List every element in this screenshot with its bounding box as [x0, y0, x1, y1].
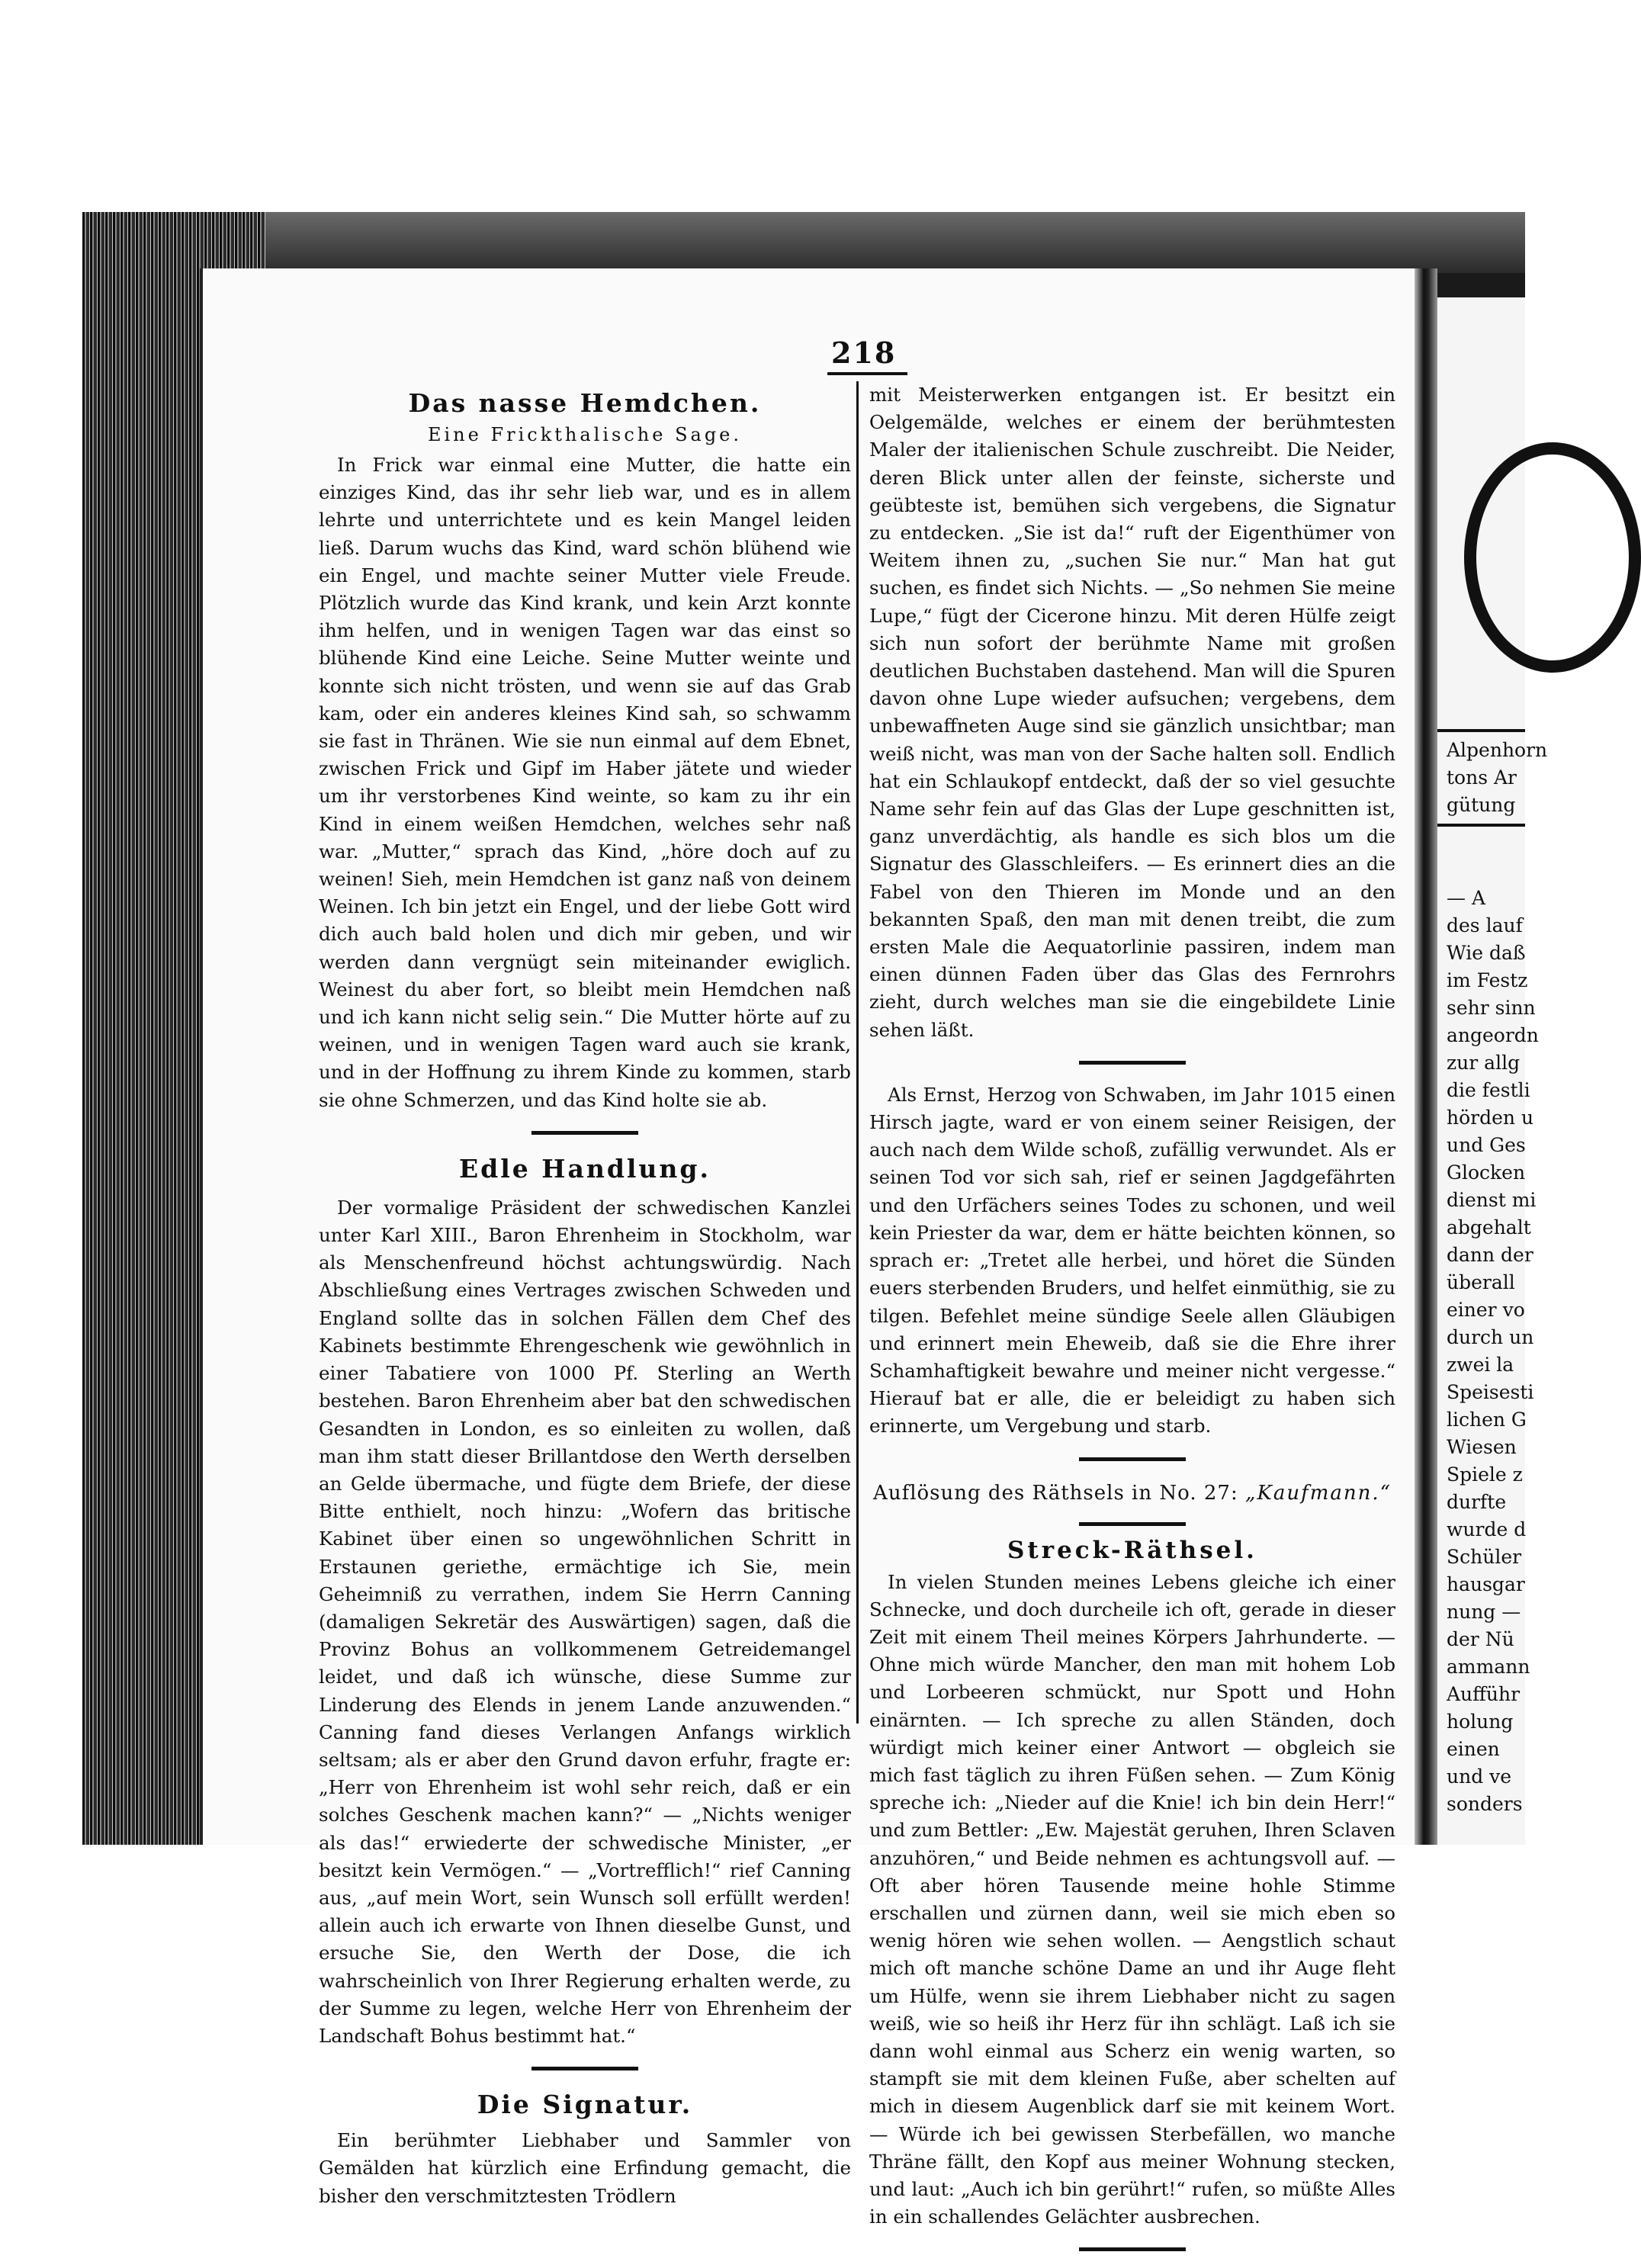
- adjacent-line: Wiesen: [1447, 1436, 1517, 1458]
- adjacent-line: hörden u: [1447, 1107, 1534, 1129]
- right-column: [869, 381, 1395, 2268]
- adjacent-line: tons Ar: [1447, 766, 1517, 789]
- column-divider: [856, 381, 859, 1723]
- article-body-hemdchen: In Frick war einmal eine Mutter, die hatte ein einziges Kind, das ihr sehr lieb war, und es in allem lehrte und unterrichtete und es kein Mangel leiden ließ. Darum wuchs das Kind, ward schön blühend wie ein Engel, und machte seiner Mutter viele Freude. Plötzlich wurde das Kind krank, und kein Arzt konnte ihm helfen, und in wenigen Tagen war das einst so blühende Kind eine Leiche. Seine Mutter weinte und konnte sich nicht trösten, und wenn sie auf das Grab kam, oder ein anderes kleines Kind sah, so schwamm sie fast in Thränen. Wie sie nun einmal auf dem Ebnet, zwischen Frick und Gipf im Haber jätete und wieder um ihr verstorbenes Kind weinte, so kam zu ihr ein Kind in einem weißen Hemdchen, welches sehr naß war. „Mutter,“ sprach das Kind, „höre doch auf zu weinen! Sieh, mein Hemdchen ist ganz naß von deinem Weinen. Ich bin jetzt ein Engel, und der liebe Gott wird dich auch bald holen und dich mir geben, und wir werden dann vergnügt sein miteinander ewiglich. Weinest du aber fort, so bleibt mein Hemdchen naß und ich kann nicht selig sein.“ Die Mutter hörte auf zu weinen, und in wenigen Tagen ward auch sie krank, und in der Hoffnung zu ihrem Kinde zu kommen, starb sie ohne Schmerzen, und das Kind holte sie ab.: [319, 454, 851, 1111]
- adjacent-line: angeordn: [1447, 1024, 1539, 1046]
- riddle-solution: [869, 1478, 1395, 1508]
- adjacent-line: hausgar: [1447, 1573, 1525, 1595]
- adjacent-line: einer vo: [1447, 1299, 1525, 1321]
- adjacent-line: gütung: [1447, 794, 1516, 816]
- adjacent-line: Schüler: [1447, 1546, 1522, 1568]
- article-body-signatur: Ein berühmter Liebhaber und Sammler von Gemälden hat kürzlich eine Erfindung gemacht, die bisher den verschmitztesten Trödlern: [319, 2129, 851, 2207]
- adjacent-line: Glocken: [1447, 1161, 1526, 1184]
- adjacent-line: nung —: [1447, 1601, 1521, 1623]
- adjacent-line: zwei la: [1447, 1354, 1514, 1376]
- adjacent-line: holung: [1447, 1711, 1514, 1733]
- article-title-signatur: Die Signatur.: [477, 2090, 693, 2120]
- page-number: 218: [831, 336, 897, 370]
- left-column: [319, 381, 851, 2210]
- adjacent-line: dann der: [1447, 1244, 1533, 1266]
- section-separator: [1079, 1457, 1186, 1461]
- riddle-solution-prefix: Auflösung des Räthsels in No. 27:: [873, 1481, 1238, 1505]
- book-gutter: [1415, 268, 1437, 1845]
- adjacent-line: des lauf: [1447, 914, 1523, 936]
- adjacent-line: und ve: [1447, 1765, 1512, 1788]
- adjacent-line: im Festz: [1447, 969, 1528, 991]
- adjacent-line: die festli: [1447, 1079, 1530, 1101]
- adjacent-line: überall: [1447, 1271, 1515, 1293]
- adjacent-line: lichen G: [1447, 1409, 1527, 1431]
- adjacent-line: wurde d: [1447, 1518, 1527, 1540]
- adjacent-line: durch un: [1447, 1326, 1534, 1348]
- article-subtitle-hemdchen: Eine Frickthalische Sage.: [427, 424, 743, 445]
- article-title-streck: Streck-Räthsel.: [1007, 1536, 1257, 1564]
- adjacent-line: Speisesti: [1447, 1381, 1534, 1403]
- article-title-handlung: Edle Handlung.: [459, 1153, 711, 1184]
- adjacent-page: [1437, 297, 1548, 1845]
- adjacent-line: abgehalt: [1447, 1216, 1531, 1238]
- adjacent-line: Wie daß: [1447, 942, 1526, 964]
- adjacent-line: dienst mi: [1447, 1189, 1537, 1211]
- riddle-solution-answer: „Kaufmann.“: [1244, 1481, 1392, 1505]
- adjacent-line: durfte: [1447, 1491, 1507, 1513]
- section-separator: [1079, 1522, 1186, 1526]
- adjacent-rule: [1437, 824, 1525, 827]
- article-body-handlung: Der vormalige Präsident der schwedischen Kanzlei unter Karl XIII., Baron Ehrenheim in Stockholm, war als Menschenfreund höchst achtungswürdig. Nach Abschließung eines Vertrages zwischen Schweden und England sollte das in solchen Fällen dem Chef des Kabinets bestimmte Ehrengeschenk wie gewöhnlich in einer Tabatiere von 1000 Pf. Sterling an Werth bestehen. Baron Ehrenheim aber bat den schwedischen Gesandten in London, es so einleiten zu wollen, daß man ihm statt dieser Brillantdose den Werth derselben an Gelde übermache, und fügte dem Briefe, der diese Bitte enthielt, noch hinzu: „Wofern das britische Kabinet über einen so ungewöhnlichen Schritt in Erstaunen geriethe, ermächtige ich Sie, mein Geheimniß zu verrathen, indem Sie Herrn Canning (damaligen Sekretär des Auswärtigen) sagen, daß die Provinz Bohus an vollkommenem Getreidemangel leidet, und daß ich wünsche, diese Summe zur Linderung des Elends in jenem Lande anzuwenden.“ Canning fand dieses Verlangen Anfangs wirklich seltsam; als er aber den Grund davon erfuhr, fragte er: „Herr von Ehrenheim ist wohl sehr reich, daß er ein solches Geschenk machen kann?“ — „Nichts weniger als das!“ erwiederte der schwedische Minister, „er besitzt kein Vermögen.“ — „Vortrefflich!“ rief Canning aus, „auf mein Wort, sein Wunsch soll erfüllt werden! allein auch ich erwarte von Ihnen dieselbe Gunst, und ersuche Sie, den Werth der Dose, die ich wahrscheinlich von Ihrer Regierung erhalten werde, zu der Summe zu legen, welche Herr von Ehrenheim der Landschaft Bohus bestimmt hat.“: [319, 1196, 851, 2047]
- adjacent-line: und Ges: [1447, 1134, 1526, 1156]
- section-separator: [1079, 1061, 1186, 1065]
- adjacent-rule: [1437, 729, 1525, 732]
- section-separator: [1079, 2247, 1186, 2251]
- scan-top-shadow: [82, 212, 1525, 273]
- adjacent-line: Aufführ: [1447, 1683, 1521, 1705]
- article-title-hemdchen: Das nasse Hemdchen.: [408, 388, 762, 418]
- adjacent-line: ammann: [1447, 1656, 1530, 1678]
- adjacent-line: Spiele z: [1447, 1463, 1523, 1486]
- adjacent-line: zur allg: [1447, 1052, 1521, 1074]
- adjacent-text-lines: [1437, 885, 1539, 1818]
- article-body-signatur-continued: mit Meisterwerken entgangen ist. Er besitzt ein Oelgemälde, welches er einem der berühmtesten Maler der italienischen Schule zuschreibt. Die Neider, deren Blick unter allen der feinste, sicherste und geübteste ist, bemühen sich vergebens, die Signatur zu entdecken. „Sie ist da!“ ruft der Eigenthümer von Weitem ihnen zu, „suchen Sie nur.“ Man hat gut suchen, es findet sich Nichts. — „So nehmen Sie meine Lupe,“ fügt der Cicerone hinzu. Mit deren Hülfe zeigt sich nun sofort der berühmte Name mit großen deutlichen Buchstaben dastehend. Man will die Spuren davon ohne Lupe wieder aufsuchen; vergebens, dem unbewaffneten Auge sind sie gänzlich unsichtbar; man weiß nicht, was man von der Sache halten soll. Endlich hat ein Schlaukopf entdeckt, daß der so viel gesuchte Name sehr fein auf das Glas der Lupe geschnitten ist, ganz unverdächtig, als handle es sich blos um die Signatur des Glasschleifers. — Es erinnert dies an die Fabel von den Thieren im Monde und an den bekannten Spaß, den man mit denen treibt, die zum ersten Male die Aequatorlinie passiren, indem man einen dünnen Faden über das Glas des Fernrohrs zieht, durch welches man sie die eingebildete Linie sehen läßt.: [869, 384, 1395, 1041]
- adjacent-line: einen: [1447, 1738, 1500, 1760]
- article-body-streck: In vielen Stunden meines Lebens gleiche ich einer Schnecke, und doch durcheile ich oft, gerade in dieser Zeit mit einem Theil meines Körpers Jahrhunderte. — Ohne mich würde Mancher, den man mit hohem Lob und Lorbeeren schmückt, nur Spott und Hohn einärnten. — Ich spreche zu allen Ständen, doch würdigt mich keiner einer Antwort — obgleich sie mich fast täglich zu ihren Füßen sehen. — Zum König spreche ich: „Nieder auf die Knie! ich bin dein Herr!“ und zum Bettler: „Ew. Majestät geruhen, Ihren Sclaven anzuhören,“ und Beide nehmen es achtungsvoll auf. — Oft aber hören Tausende meine hohle Stimme erschallen und zürnen dann, weil sie mich eben so wenig hören wie sehen wollen. — Aengstlich schaut mich oft manche schöne Dame an und ihr Auge fleht um Hülfe, wenn sie ihrem Liebhaber nicht zu sagen weiß, wie so heiß ihr Herz für ihn schlägt. Laß ich sie dann wohl einmal aus Scherz ein wenig warten, so stampft sie mit dem kleinen Fuße, aber schelten auf mich in diesem Augenblick darf sie mit keinem Wort. — Würde ich bei gewissen Sterbefällen, wo manche Thräne fällt, den Kopf aus meiner Wohnung stecken, und laut: „Auch ich bin gerührt!“ rufen, so müßte Alles in ein schallendes Gelächter ausbrechen.: [869, 1570, 1395, 2228]
- adjacent-line: sehr sinn: [1447, 997, 1536, 1019]
- adjacent-line: der Nü: [1447, 1628, 1514, 1650]
- adjacent-line: sonders: [1447, 1793, 1523, 1815]
- adjacent-line: Alpenhorn: [1447, 739, 1548, 761]
- adjacent-line: — A: [1447, 887, 1486, 909]
- page-number-rule: [827, 372, 907, 375]
- section-separator: [531, 2067, 638, 2070]
- adjacent-page-illustration: [1464, 442, 1641, 673]
- article-body-ernst: Als Ernst, Herzog von Schwaben, im Jahr 1015 einen Hirsch jagte, ward er von einem seiner Reisigen, der auch nach dem Wilde schoß, zufällig verwundet. Als er seinen Tod vor sich sah, rief er seinen Jagdgefährten und den Urfächers seines Todes zu schonen, und weil kein Priester da war, dem er hätte beichten können, so sprach er: „Tretet alle herbei, und höret die Sünden euers sterbenden Bruders, und helfet einmüthig, sie zu tilgen. Befehlet meine sündige Seele allen Gläubigen und erinnert mein Eheweib, daß sie die Ehre ihrer Schamhaftigkeit bewahre und meiner nicht vergesse.“ Hierauf bat er alle, die er beleidigt zu haben sich erinnerte, um Vergebung und starb.: [869, 1083, 1395, 1438]
- section-separator: [531, 1131, 638, 1135]
